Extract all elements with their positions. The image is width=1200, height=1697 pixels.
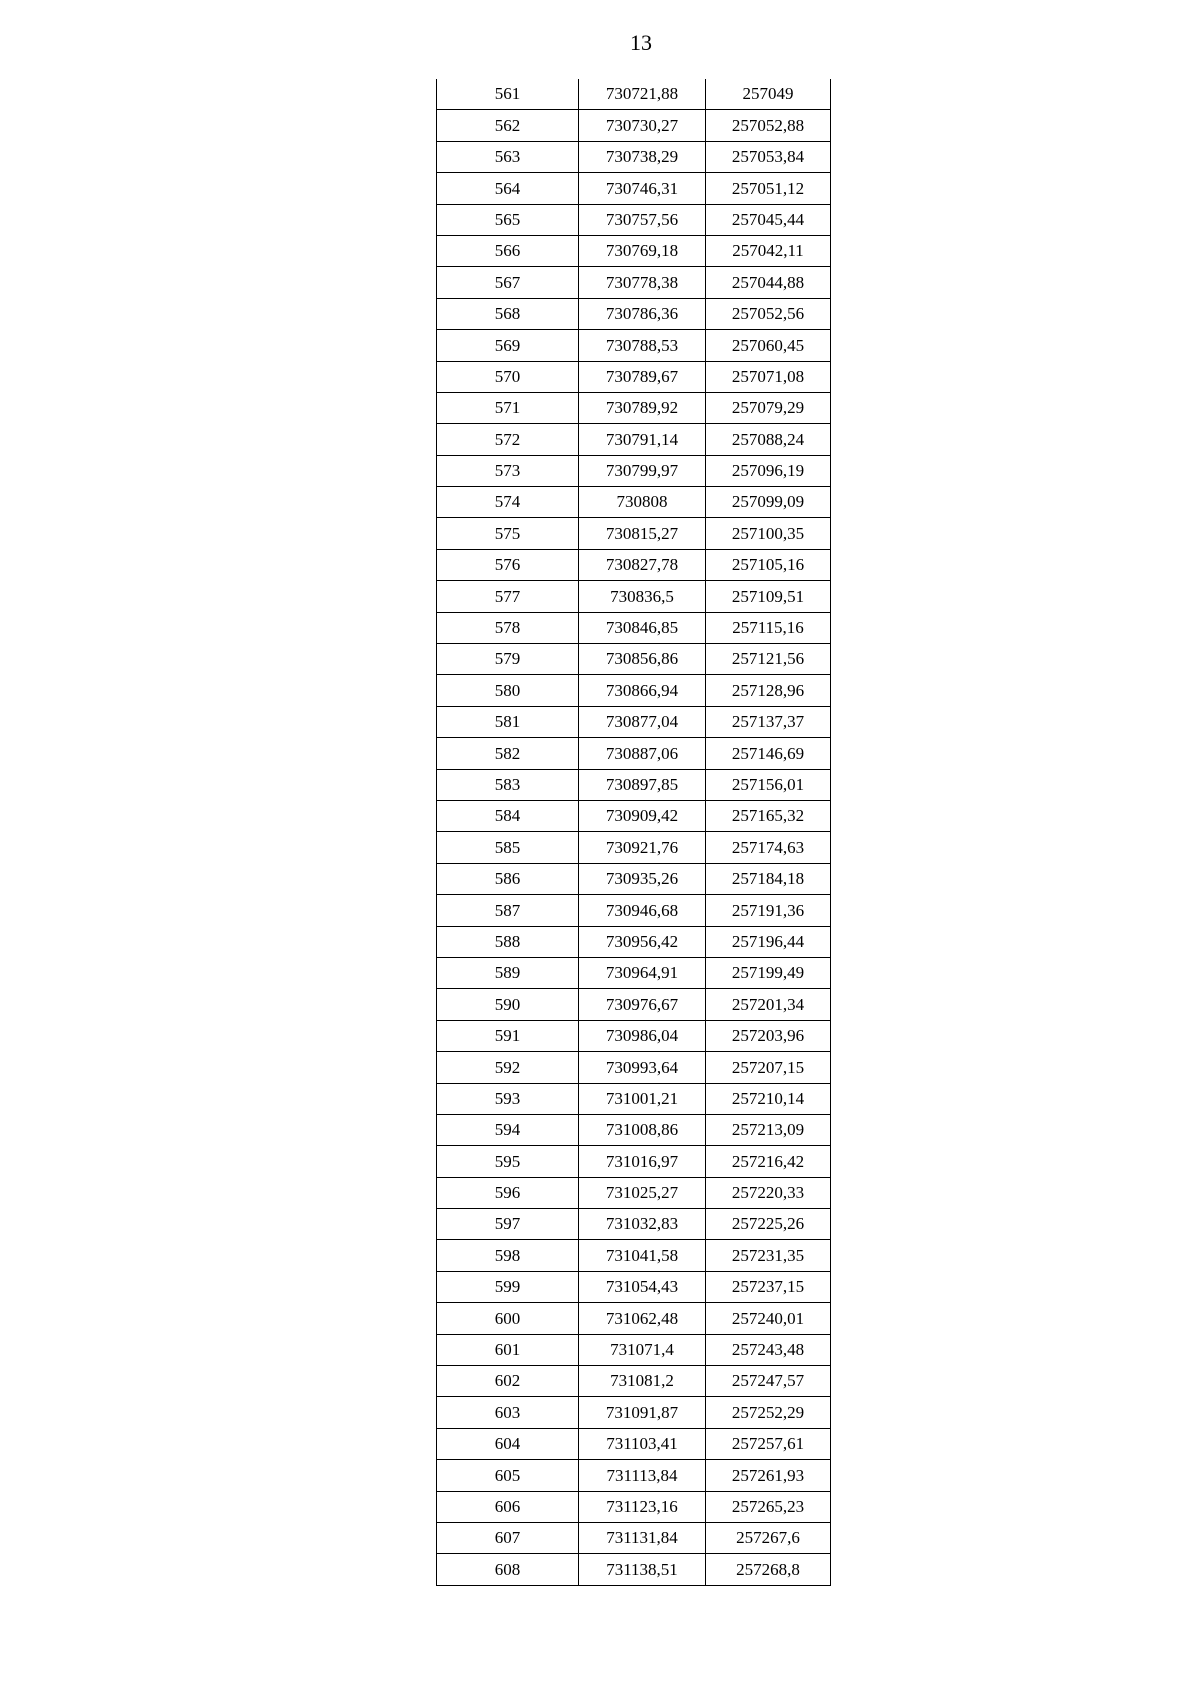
table-row — [437, 330, 831, 361]
y-coordinate-cell: 257220,33 — [706, 1177, 831, 1208]
x-coordinate-cell: 730856,86 — [579, 644, 706, 675]
x-coordinate-cell: 731016,97 — [579, 1146, 706, 1177]
table-row — [437, 1397, 831, 1428]
x-coordinate-cell: 730976,67 — [579, 989, 706, 1020]
x-coordinate-cell: 730788,53 — [579, 330, 706, 361]
point-number-cell: 568 — [437, 298, 579, 329]
point-number-cell: 563 — [437, 141, 579, 172]
x-coordinate-cell: 731123,16 — [579, 1491, 706, 1522]
table-row — [437, 957, 831, 988]
y-coordinate-cell: 257247,57 — [706, 1366, 831, 1397]
y-coordinate-cell: 257096,19 — [706, 455, 831, 486]
y-coordinate-cell: 257207,15 — [706, 1052, 831, 1083]
x-coordinate-cell: 730815,27 — [579, 518, 706, 549]
y-coordinate-cell: 257051,12 — [706, 173, 831, 204]
y-coordinate-cell: 257267,6 — [706, 1522, 831, 1553]
x-coordinate-cell: 731041,58 — [579, 1240, 706, 1271]
x-coordinate-cell: 731008,86 — [579, 1114, 706, 1145]
point-number-cell: 590 — [437, 989, 579, 1020]
x-coordinate-cell: 730746,31 — [579, 173, 706, 204]
x-coordinate-cell: 730791,14 — [579, 424, 706, 455]
x-coordinate-cell: 730808 — [579, 487, 706, 518]
x-coordinate-cell: 731103,41 — [579, 1428, 706, 1459]
y-coordinate-cell: 257268,8 — [706, 1554, 831, 1585]
x-coordinate-cell: 731071,4 — [579, 1334, 706, 1365]
table-row — [437, 1491, 831, 1522]
point-number-cell: 561 — [437, 79, 579, 110]
point-number-cell: 608 — [437, 1554, 579, 1585]
x-coordinate-cell: 730827,78 — [579, 549, 706, 580]
point-number-cell: 569 — [437, 330, 579, 361]
x-coordinate-cell: 730877,04 — [579, 706, 706, 737]
y-coordinate-cell: 257099,09 — [706, 487, 831, 518]
point-number-cell: 604 — [437, 1428, 579, 1459]
table-row — [437, 675, 831, 706]
y-coordinate-cell: 257100,35 — [706, 518, 831, 549]
point-number-cell: 594 — [437, 1114, 579, 1145]
y-coordinate-cell: 257045,44 — [706, 204, 831, 235]
y-coordinate-cell: 257156,01 — [706, 769, 831, 800]
y-coordinate-cell: 257203,96 — [706, 1020, 831, 1051]
x-coordinate-cell: 730738,29 — [579, 141, 706, 172]
table-row — [437, 706, 831, 737]
table-row — [437, 173, 831, 204]
x-coordinate-cell: 730789,92 — [579, 392, 706, 423]
table-row — [437, 1522, 831, 1553]
point-number-cell: 575 — [437, 518, 579, 549]
x-coordinate-cell: 730866,94 — [579, 675, 706, 706]
x-coordinate-cell: 730935,26 — [579, 863, 706, 894]
y-coordinate-cell: 257109,51 — [706, 581, 831, 612]
y-coordinate-cell: 257265,23 — [706, 1491, 831, 1522]
table-row — [437, 644, 831, 675]
table-row — [437, 1240, 831, 1271]
point-number-cell: 597 — [437, 1209, 579, 1240]
point-number-cell: 581 — [437, 706, 579, 737]
y-coordinate-cell: 257191,36 — [706, 895, 831, 926]
x-coordinate-cell: 730986,04 — [579, 1020, 706, 1051]
point-number-cell: 567 — [437, 267, 579, 298]
x-coordinate-cell: 731025,27 — [579, 1177, 706, 1208]
point-number-cell: 584 — [437, 800, 579, 831]
table-row — [437, 79, 831, 110]
point-number-cell: 570 — [437, 361, 579, 392]
table-row — [437, 235, 831, 266]
y-coordinate-cell: 257213,09 — [706, 1114, 831, 1145]
point-number-cell: 595 — [437, 1146, 579, 1177]
coordinates-table-body — [437, 79, 831, 1585]
table-row — [437, 361, 831, 392]
table-row — [437, 141, 831, 172]
x-coordinate-cell: 730897,85 — [579, 769, 706, 800]
x-coordinate-cell: 730956,42 — [579, 926, 706, 957]
y-coordinate-cell: 257237,15 — [706, 1271, 831, 1302]
y-coordinate-cell: 257199,49 — [706, 957, 831, 988]
y-coordinate-cell: 257174,63 — [706, 832, 831, 863]
table-row — [437, 863, 831, 894]
point-number-cell: 574 — [437, 487, 579, 518]
point-number-cell: 600 — [437, 1303, 579, 1334]
y-coordinate-cell: 257121,56 — [706, 644, 831, 675]
table-row — [437, 487, 831, 518]
point-number-cell: 588 — [437, 926, 579, 957]
point-number-cell: 576 — [437, 549, 579, 580]
x-coordinate-cell: 730993,64 — [579, 1052, 706, 1083]
table-row — [437, 800, 831, 831]
point-number-cell: 585 — [437, 832, 579, 863]
x-coordinate-cell: 730921,76 — [579, 832, 706, 863]
x-coordinate-cell: 730964,91 — [579, 957, 706, 988]
x-coordinate-cell: 731113,84 — [579, 1460, 706, 1491]
y-coordinate-cell: 257243,48 — [706, 1334, 831, 1365]
page-number: 13 — [630, 30, 652, 55]
table-row — [437, 1366, 831, 1397]
point-number-cell: 566 — [437, 235, 579, 266]
table-row — [437, 392, 831, 423]
table-row — [437, 895, 831, 926]
y-coordinate-cell: 257088,24 — [706, 424, 831, 455]
point-number-cell: 605 — [437, 1460, 579, 1491]
y-coordinate-cell: 257210,14 — [706, 1083, 831, 1114]
x-coordinate-cell: 731054,43 — [579, 1271, 706, 1302]
table-row — [437, 1271, 831, 1302]
y-coordinate-cell: 257216,42 — [706, 1146, 831, 1177]
point-number-cell: 583 — [437, 769, 579, 800]
x-coordinate-cell: 730836,5 — [579, 581, 706, 612]
x-coordinate-cell: 731091,87 — [579, 1397, 706, 1428]
point-number-cell: 607 — [437, 1522, 579, 1553]
y-coordinate-cell: 257184,18 — [706, 863, 831, 894]
point-number-cell: 596 — [437, 1177, 579, 1208]
y-coordinate-cell: 257146,69 — [706, 738, 831, 769]
y-coordinate-cell: 257128,96 — [706, 675, 831, 706]
point-number-cell: 602 — [437, 1366, 579, 1397]
point-number-cell: 572 — [437, 424, 579, 455]
point-number-cell: 571 — [437, 392, 579, 423]
table-row — [437, 204, 831, 235]
y-coordinate-cell: 257115,16 — [706, 612, 831, 643]
point-number-cell: 592 — [437, 1052, 579, 1083]
point-number-cell: 579 — [437, 644, 579, 675]
point-number-cell: 565 — [437, 204, 579, 235]
point-number-cell: 587 — [437, 895, 579, 926]
y-coordinate-cell: 257201,34 — [706, 989, 831, 1020]
table-row — [437, 298, 831, 329]
x-coordinate-cell: 730730,27 — [579, 110, 706, 141]
y-coordinate-cell: 257240,01 — [706, 1303, 831, 1334]
table-row — [437, 1083, 831, 1114]
x-coordinate-cell: 730946,68 — [579, 895, 706, 926]
table-row — [437, 424, 831, 455]
table-row — [437, 1209, 831, 1240]
point-number-cell: 582 — [437, 738, 579, 769]
y-coordinate-cell: 257257,61 — [706, 1428, 831, 1459]
point-number-cell: 599 — [437, 1271, 579, 1302]
y-coordinate-cell: 257079,29 — [706, 392, 831, 423]
table-row — [437, 518, 831, 549]
table-row — [437, 1554, 831, 1585]
table-row — [437, 1020, 831, 1051]
x-coordinate-cell: 730769,18 — [579, 235, 706, 266]
table-row — [437, 1052, 831, 1083]
coordinates-table — [436, 79, 831, 1586]
table-row — [437, 1460, 831, 1491]
x-coordinate-cell: 731001,21 — [579, 1083, 706, 1114]
x-coordinate-cell: 730757,56 — [579, 204, 706, 235]
point-number-cell: 591 — [437, 1020, 579, 1051]
x-coordinate-cell: 730887,06 — [579, 738, 706, 769]
table-row — [437, 267, 831, 298]
y-coordinate-cell: 257052,88 — [706, 110, 831, 141]
x-coordinate-cell: 730846,85 — [579, 612, 706, 643]
point-number-cell: 589 — [437, 957, 579, 988]
x-coordinate-cell: 731062,48 — [579, 1303, 706, 1334]
x-coordinate-cell: 730799,97 — [579, 455, 706, 486]
y-coordinate-cell: 257044,88 — [706, 267, 831, 298]
point-number-cell: 586 — [437, 863, 579, 894]
x-coordinate-cell: 730786,36 — [579, 298, 706, 329]
table-row — [437, 926, 831, 957]
y-coordinate-cell: 257060,45 — [706, 330, 831, 361]
table-row — [437, 110, 831, 141]
x-coordinate-cell: 730909,42 — [579, 800, 706, 831]
table-row — [437, 769, 831, 800]
y-coordinate-cell: 257049 — [706, 79, 831, 110]
x-coordinate-cell: 731081,2 — [579, 1366, 706, 1397]
point-number-cell: 564 — [437, 173, 579, 204]
y-coordinate-cell: 257071,08 — [706, 361, 831, 392]
y-coordinate-cell: 257231,35 — [706, 1240, 831, 1271]
table-row — [437, 738, 831, 769]
point-number-cell: 573 — [437, 455, 579, 486]
table-row — [437, 1334, 831, 1365]
table-row — [437, 1114, 831, 1145]
x-coordinate-cell: 730778,38 — [579, 267, 706, 298]
table-row — [437, 989, 831, 1020]
point-number-cell: 580 — [437, 675, 579, 706]
x-coordinate-cell: 731032,83 — [579, 1209, 706, 1240]
y-coordinate-cell: 257196,44 — [706, 926, 831, 957]
table-row — [437, 1428, 831, 1459]
point-number-cell: 606 — [437, 1491, 579, 1522]
table-row — [437, 581, 831, 612]
x-coordinate-cell: 730789,67 — [579, 361, 706, 392]
table-row — [437, 1177, 831, 1208]
x-coordinate-cell: 730721,88 — [579, 79, 706, 110]
y-coordinate-cell: 257165,32 — [706, 800, 831, 831]
y-coordinate-cell: 257105,16 — [706, 549, 831, 580]
table-row — [437, 455, 831, 486]
point-number-cell: 593 — [437, 1083, 579, 1114]
point-number-cell: 598 — [437, 1240, 579, 1271]
point-number-cell: 603 — [437, 1397, 579, 1428]
y-coordinate-cell: 257261,93 — [706, 1460, 831, 1491]
x-coordinate-cell: 731138,51 — [579, 1554, 706, 1585]
x-coordinate-cell: 731131,84 — [579, 1522, 706, 1553]
y-coordinate-cell: 257053,84 — [706, 141, 831, 172]
y-coordinate-cell: 257137,37 — [706, 706, 831, 737]
y-coordinate-cell: 257225,26 — [706, 1209, 831, 1240]
table-row — [437, 612, 831, 643]
y-coordinate-cell: 257052,56 — [706, 298, 831, 329]
table-row — [437, 549, 831, 580]
point-number-cell: 577 — [437, 581, 579, 612]
table-row — [437, 1303, 831, 1334]
point-number-cell: 562 — [437, 110, 579, 141]
point-number-cell: 601 — [437, 1334, 579, 1365]
point-number-cell: 578 — [437, 612, 579, 643]
table-row — [437, 1146, 831, 1177]
y-coordinate-cell: 257252,29 — [706, 1397, 831, 1428]
y-coordinate-cell: 257042,11 — [706, 235, 831, 266]
table-row — [437, 832, 831, 863]
